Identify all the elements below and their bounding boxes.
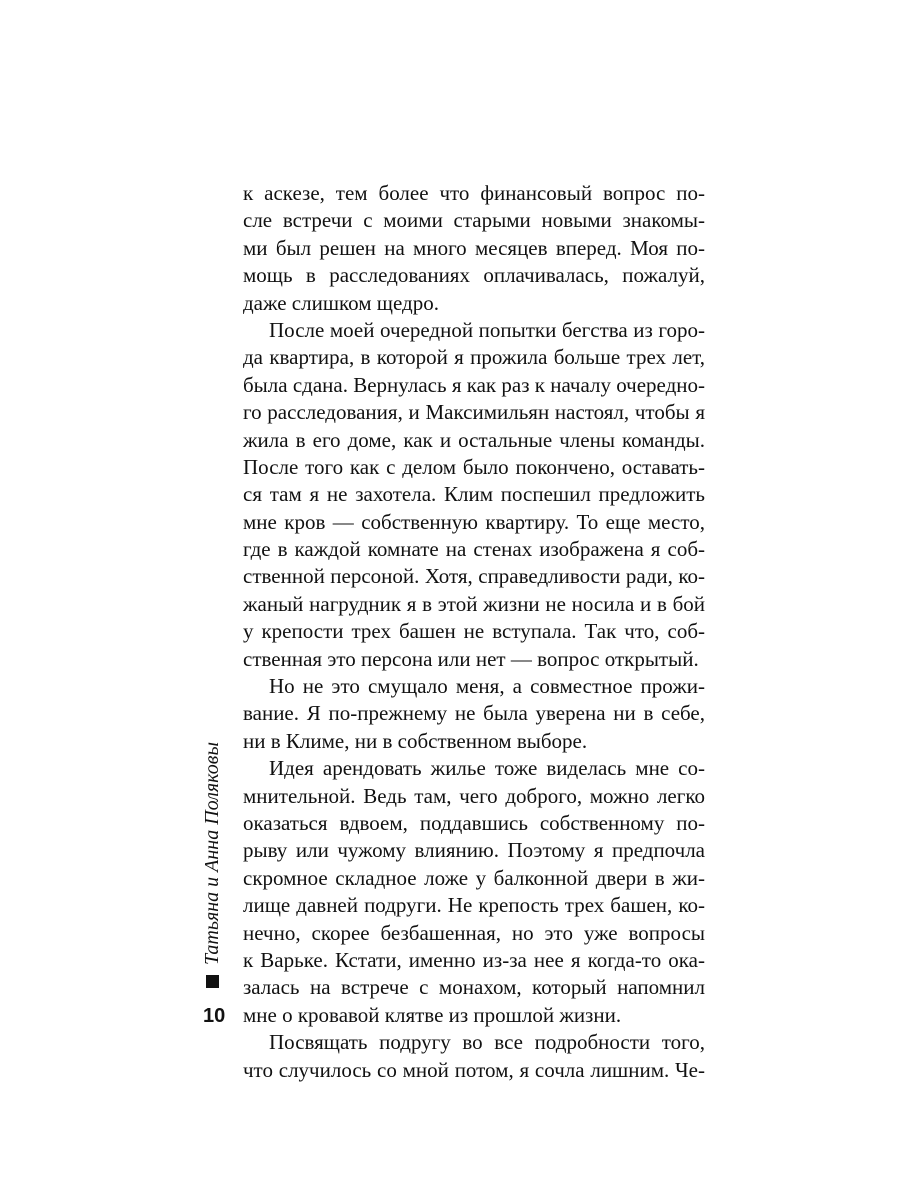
text-line: залась на встрече с монахом, который напомнил (243, 975, 705, 1000)
text-line: скромное складное ложе у балконной двери в жи- (243, 865, 705, 890)
text-line: ственной персоной. Хотя, справедливости ради, ко- (243, 564, 705, 589)
text-line: мнительной. Ведь там, чего доброго, можно легко (243, 783, 705, 808)
text-line: ми был решен на много месяцев вперед. Моя по- (243, 235, 705, 260)
page-number: 10 (203, 1005, 226, 1027)
author-name: Татьяна и Анна Поляковы (201, 741, 223, 965)
text-line: рыву или чужому влиянию. Поэтому я предпочла (243, 838, 705, 863)
text-line: ственная это персона или нет — вопрос открытый. (243, 646, 699, 671)
text-line: мне кров — собственную квартиру. То еще место, (243, 509, 705, 534)
text-line: После моей очередной попытки бегства из горо- (269, 317, 705, 342)
text-line: у крепости трех башен не вступала. Так что, соб- (243, 619, 705, 644)
text-line: что случилось со мной потом, я сочла лишним. Че- (243, 1057, 705, 1082)
text-line: где в каждой комнате на стенах изображена я соб- (243, 537, 705, 562)
text-line: нечно, скорее безбашенная, но это уже вопросы (243, 920, 705, 945)
paragraph (243, 1029, 705, 1084)
text-line: После того как с делом было покончено, оставать- (243, 454, 705, 479)
text-line: ся там я не захотела. Клим поспешил предложить (243, 482, 705, 507)
text-line: ни в Климе, ни в собственном выборе. (243, 728, 588, 753)
text-line: оказаться вдвоем, поддавшись собственному по- (243, 810, 705, 835)
paragraph (243, 755, 705, 1029)
text-line: к аскезе, тем более что финансовый вопрос по- (243, 181, 705, 205)
text-line: вание. Я по-прежнему не была уверена ни в себе, (243, 701, 705, 726)
page-marker-square (206, 975, 219, 988)
text-line: го расследования, и Максимильян настоял, чтобы я (243, 400, 705, 425)
text-line: Идея арендовать жилье тоже виделась мне со- (269, 756, 705, 781)
running-head (198, 741, 226, 965)
text-line: была сдана. Вернулась я как раз к началу очередно- (243, 372, 706, 397)
text-line: Но не это смущало меня, а совместное прожи- (269, 674, 705, 699)
text-line: да квартира, в которой я прожила больше трех лет, (243, 345, 705, 370)
paragraph (243, 673, 705, 755)
body-text (243, 180, 705, 1084)
paragraph (243, 317, 705, 673)
text-line: мне о кровавой клятве из прошлой жизни. (243, 1002, 622, 1027)
text-line: мощь в расследованиях оплачивалась, пожалуй, (243, 263, 705, 288)
text-line: сле встречи с моими старыми новыми знакомы- (243, 208, 705, 233)
text-line: даже слишком щедро. (243, 290, 439, 315)
text-line: жаный нагрудник я в этой жизни не носила и в бой (243, 591, 705, 616)
paragraph (243, 180, 705, 317)
text-line: Посвящать подругу во все подробности того, (269, 1030, 705, 1055)
text-line: к Варьке. Кстати, именно из-за нее я когда-то ока- (243, 947, 705, 972)
text-line: жила в его доме, как и остальные члены команды. (243, 427, 705, 452)
text-line: лище давней подруги. Не крепость трех башен, ко- (243, 893, 705, 918)
